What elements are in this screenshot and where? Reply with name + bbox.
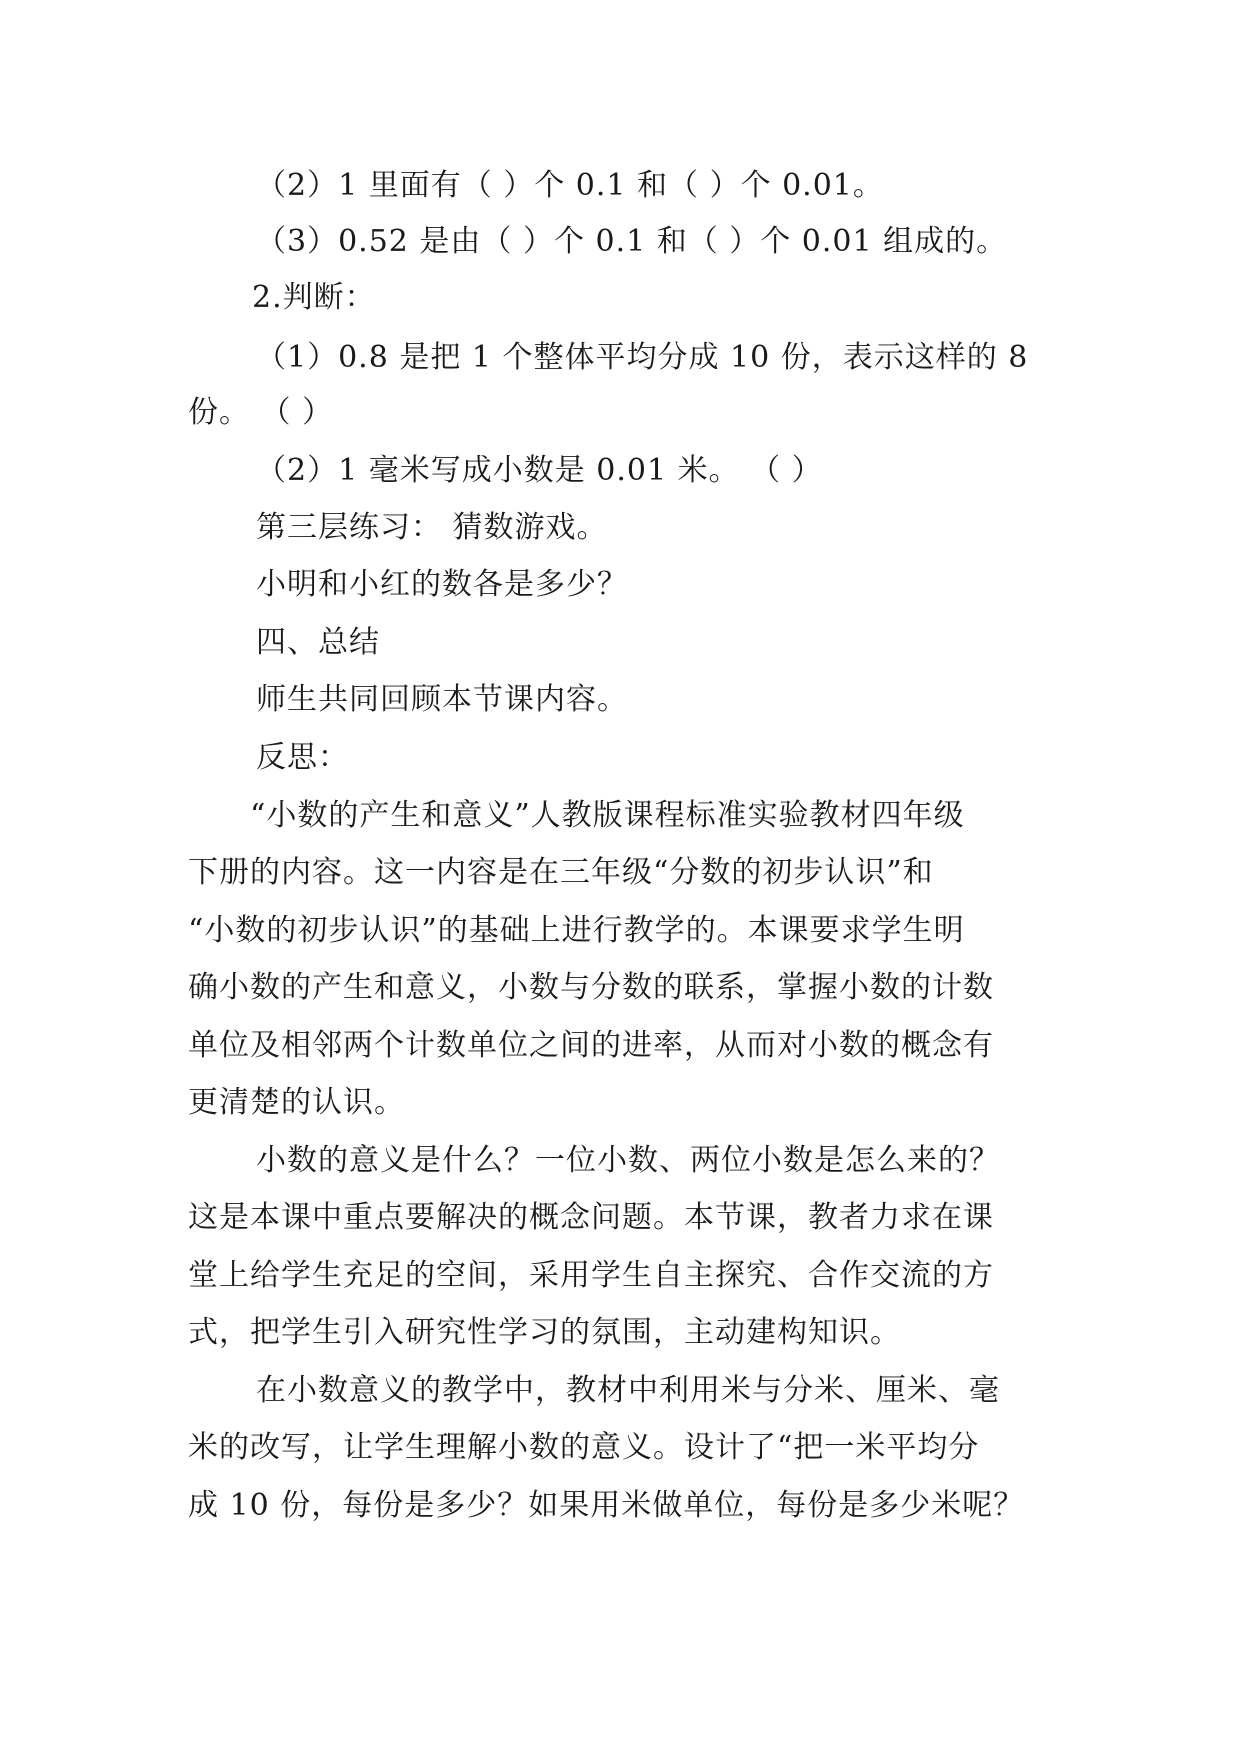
text-line: 第三层练习： 猜数游戏。 bbox=[256, 510, 608, 545]
text-line: 式，把学生引入研究性学习的氛围，主动建构知识。 bbox=[188, 1315, 901, 1350]
section-heading: 四、总结 bbox=[256, 625, 380, 660]
text-line: 师生共同回顾本节课内容。 bbox=[256, 682, 628, 717]
text-line: 米的改写，让学生理解小数的意义。设计了“把一米平均分 bbox=[188, 1430, 980, 1465]
text-line: “小数的产生和意义”人教版课程标准实验教材四年级 bbox=[250, 798, 965, 833]
text-line: 单位及相邻两个计数单位之间的进率，从而对小数的概念有 bbox=[188, 1028, 994, 1063]
text-line: 更清楚的认识。 bbox=[188, 1085, 405, 1120]
text-line: 成 10 份，每份是多少？如果用米做单位，每份是多少米呢？ bbox=[188, 1488, 1025, 1523]
text-line: （2）1 毫米写成小数是 0.01 米。 （ ） bbox=[256, 453, 823, 488]
text-line: （1）0.8 是把 1 个整体平均分成 10 份，表示这样的 8 bbox=[256, 340, 1029, 375]
text-line: （2）1 里面有（ ）个 0.1 和（ ）个 0.01。 bbox=[256, 168, 884, 203]
section-heading: 反思： bbox=[256, 740, 349, 775]
text-line: 2.判断： bbox=[252, 280, 376, 315]
text-line: 小明和小红的数各是多少？ bbox=[256, 567, 628, 602]
text-line: “小数的初步认识”的基础上进行教学的。本课要求学生明 bbox=[188, 913, 965, 948]
text-line: 堂上给学生充足的空间，采用学生自主探究、合作交流的方 bbox=[188, 1258, 994, 1293]
text-line: 在小数意义的教学中，教材中利用米与分米、厘米、毫 bbox=[256, 1373, 1000, 1408]
text-line: （3）0.52 是由（ ）个 0.1 和（ ）个 0.01 组成的。 bbox=[256, 224, 1008, 259]
text-line: 确小数的产生和意义，小数与分数的联系，掌握小数的计数 bbox=[188, 970, 994, 1005]
text-line: 这是本课中重点要解决的概念问题。本节课，教者力求在课 bbox=[188, 1200, 994, 1235]
text-line: 下册的内容。这一内容是在三年级“分数的初步认识”和 bbox=[188, 855, 934, 890]
text-line: 份。 （ ） bbox=[188, 395, 334, 430]
text-line: 小数的意义是什么？一位小数、两位小数是怎么来的？ bbox=[256, 1143, 1000, 1178]
